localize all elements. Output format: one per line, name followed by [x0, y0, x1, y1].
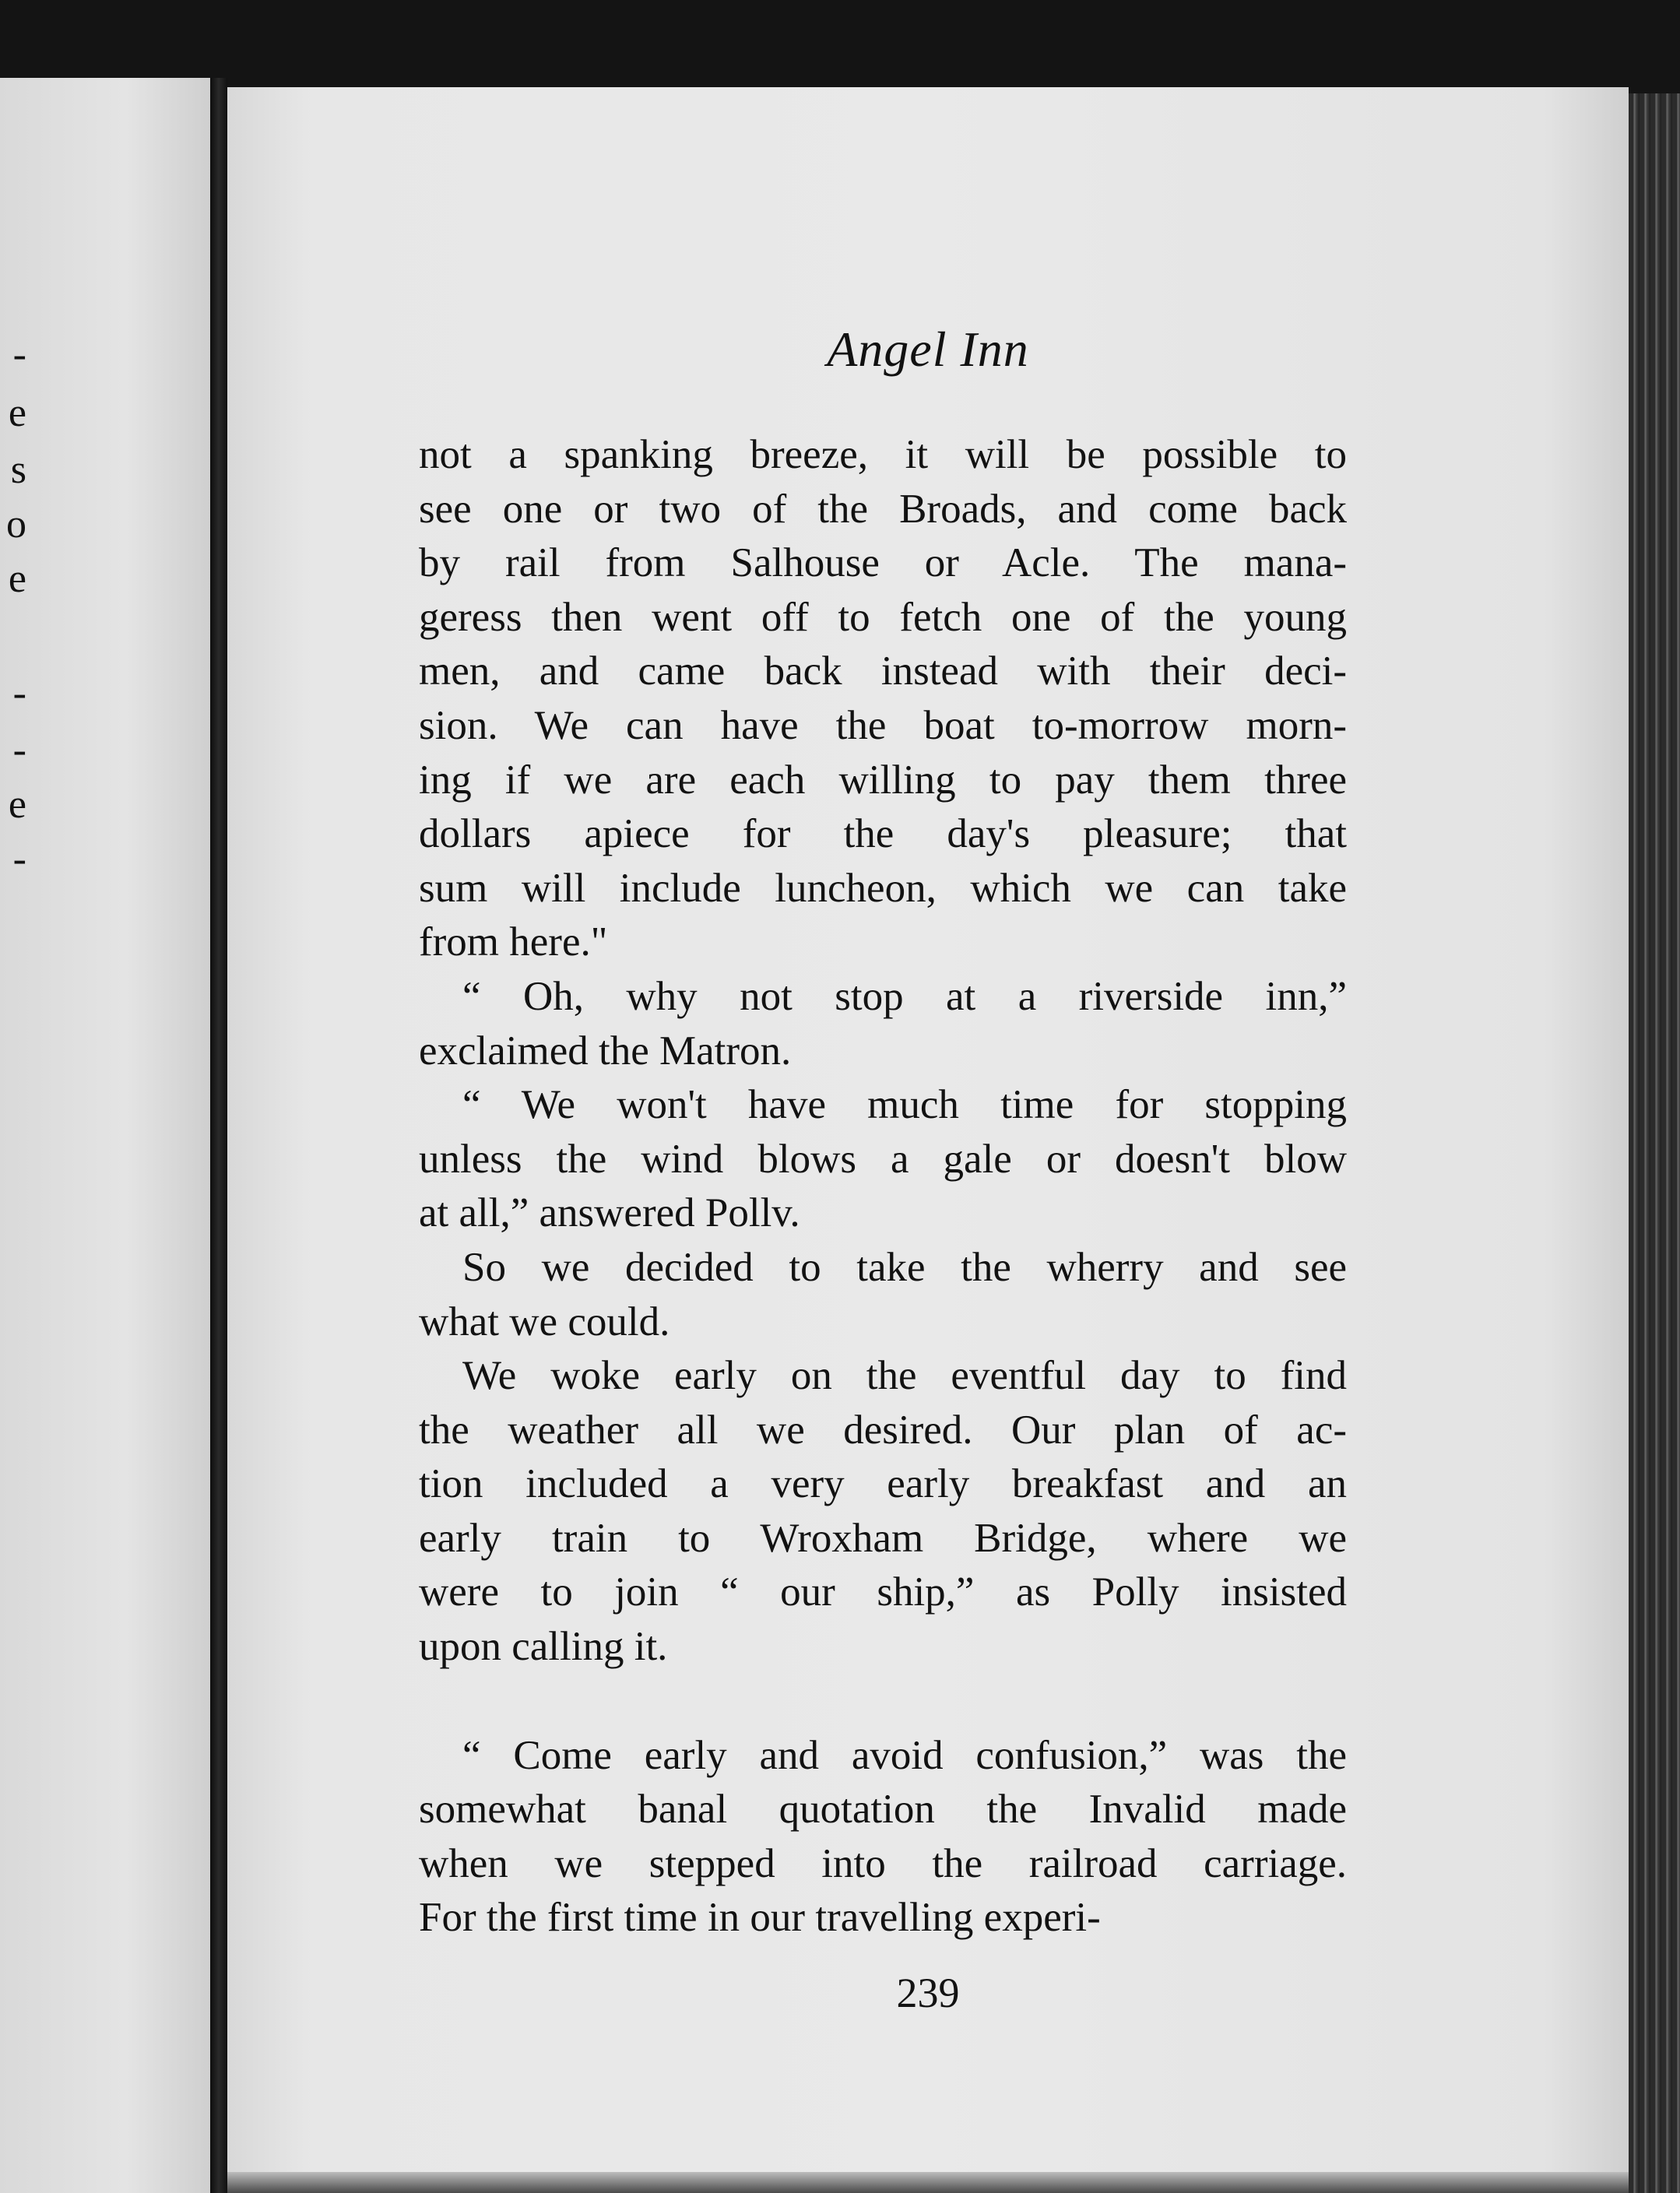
- text-line: tion included a very early breakfast and an: [419, 1461, 1347, 1507]
- text-line: were to join “ our ship,” as Polly insisted: [419, 1569, 1347, 1615]
- text-line: the weather all we desired. Our plan of ac-: [419, 1407, 1347, 1453]
- section-break: [419, 1675, 1347, 1729]
- text-line: from here.": [419, 919, 608, 965]
- previous-page-mark: e: [8, 557, 26, 601]
- text-line: sion. We can have the boat to-morrow morn-: [419, 702, 1347, 748]
- text-line: unless the wind blows a gale or doesn't blow: [419, 1136, 1347, 1182]
- text-line: somewhat banal quotation the Invalid made: [419, 1787, 1347, 1833]
- book-page: [227, 87, 1629, 2193]
- text-line: “ Oh, why not stop at a riverside inn,”: [462, 973, 1347, 1019]
- page-stack-edge: [1629, 93, 1680, 2193]
- running-head: Angel Inn: [827, 322, 1029, 377]
- text-line: by rail from Salhouse or Acle. The mana-: [419, 540, 1347, 586]
- text-line: when we stepped into the railroad carriage.: [419, 1840, 1347, 1886]
- text-line: exclaimed the Matron.: [419, 1028, 792, 1074]
- previous-page-mark: -: [12, 837, 26, 881]
- text-line: men, and came back instead with their deci-: [419, 648, 1347, 694]
- text-line: “ Come early and avoid confusion,” was the: [462, 1732, 1347, 1778]
- text-line: not a spanking breeze, it will be possible to: [419, 432, 1347, 477]
- page-number: 239: [896, 1970, 960, 2016]
- text-line: So we decided to take the wherry and see: [462, 1244, 1347, 1290]
- text-line: dollars apiece for the day's pleasure; that: [419, 811, 1347, 857]
- text-line: see one or two of the Broads, and come back: [419, 486, 1347, 532]
- previous-page-mark: -: [12, 728, 26, 772]
- page-body-text: [419, 428, 1347, 1945]
- text-line: what we could.: [419, 1299, 670, 1344]
- text-line: at all,” answered Pollv.: [419, 1190, 800, 1236]
- previous-page-edge: [0, 78, 210, 2193]
- text-line: “ We won't have much time for stopping: [462, 1082, 1347, 1128]
- text-line: early train to Wroxham Bridge, where we: [419, 1515, 1347, 1561]
- previous-page-mark: s: [10, 448, 26, 492]
- previous-page-mark: -: [12, 671, 26, 715]
- page-bottom-edge: [227, 2172, 1629, 2193]
- text-line: upon calling it.: [419, 1624, 668, 1670]
- book-gutter: [210, 78, 227, 2193]
- previous-page-mark: -: [12, 332, 26, 377]
- text-line: ing if we are each willing to pay them three: [419, 757, 1347, 803]
- text-line: For the first time in our travelling experi-: [419, 1895, 1101, 1941]
- text-line: sum will include luncheon, which we can take: [419, 865, 1347, 911]
- text-line: We woke early on the eventful day to find: [462, 1353, 1347, 1399]
- previous-page-mark: e: [8, 391, 26, 435]
- text-line: geress then went off to fetch one of the young: [419, 594, 1347, 640]
- previous-page-mark: e: [8, 782, 26, 827]
- previous-page-mark: o: [6, 502, 26, 546]
- previous-page-marks: [0, 78, 31, 2193]
